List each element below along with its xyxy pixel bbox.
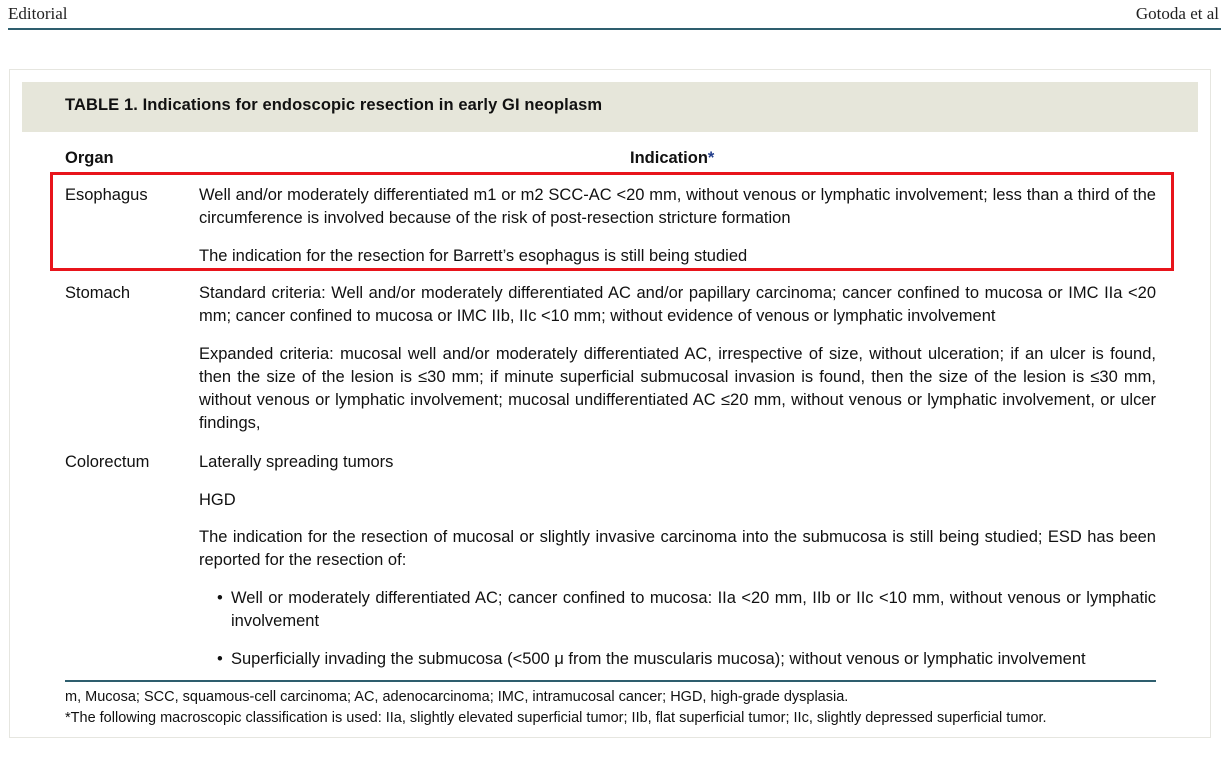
running-head-section: Editorial: [8, 4, 68, 23]
bullet-text: Well or moderately differentiated AC; cancer confined to mucosa: IIa <20 mm, IIb or IIc <10 mm, without venous or lymphatic involvement: [231, 589, 1156, 630]
table-caption: TABLE 1. Indications for endoscopic resection in early GI neoplasm: [65, 96, 603, 114]
highlight-box-esophagus: [50, 172, 1174, 271]
indication-bullet: [217, 648, 1156, 671]
bullet-text: Superficially invading the submucosa (<500 μ from the muscularis mucosa); without venous or lymphatic involvement: [231, 650, 1086, 668]
indication-paragraph: Well and/or moderately differentiated m1 or m2 SCC-AC <20 mm, without venous or lymphatic involvement; less than a third of the circumference is involved because of the risk of post-resection stricture formation: [199, 186, 1156, 227]
footnote-marker: *: [707, 149, 715, 167]
table-bottom-rule: [65, 680, 1156, 682]
running-head: [8, 2, 1221, 30]
indication-paragraph: Expanded criteria: mucosal well and/or moderately differentiated AC, irrespective of size, without ulceration; if an ulcer is found, then the size of the lesion is ≤30 mm; if minute superficial submucosal invasion is found, then the size of the lesion is ≤30 mm, without venous or lymphatic involvement; mucosal undifferentiated AC ≤20 mm, without venous or lymphatic involvement, or ulcer findings,: [199, 345, 1156, 432]
classification-footnote: *The following macroscopic classification is used: IIa, slightly elevated superficial tumor; IIb, flat superficial tumor; IIc, slightly depressed superficial tumor.: [65, 710, 1047, 726]
indication-paragraph: HGD: [199, 491, 236, 509]
column-header-indication-label: Indication: [630, 149, 708, 167]
running-head-authors: Gotoda et al: [1135, 4, 1219, 23]
table-caption-bar: [22, 82, 1198, 132]
row-organ-stomach: Stomach: [65, 284, 131, 302]
row-organ-esophagus: Esophagus: [65, 186, 148, 204]
column-header-indication: [630, 149, 714, 168]
bullet-marker: •: [217, 589, 223, 607]
indication-paragraph: Laterally spreading tumors: [199, 453, 394, 471]
row-organ-colorectum: Colorectum: [65, 453, 150, 471]
table-panel: [9, 69, 1211, 738]
bullet-marker: •: [217, 650, 223, 668]
indication-bullet: [217, 587, 1156, 633]
column-header-organ: Organ: [65, 149, 114, 167]
indication-paragraph: The indication for the resection of mucosal or slightly invasive carcinoma into the submucosa is still being studied; ESD has been reported for the resection of:: [199, 528, 1156, 569]
indication-paragraph: Standard criteria: Well and/or moderately differentiated AC and/or papillary carcinoma; cancer confined to mucosa or IMC IIa <20 mm; cancer confined to mucosa or IMC IIb, IIc <10 mm; without evidence of venous or lymphatic involvement: [199, 284, 1156, 325]
indication-paragraph: The indication for the resection for Barrett’s esophagus is still being studied: [199, 247, 748, 265]
abbreviation-footnote: m, Mucosa; SCC, squamous-cell carcinoma; AC, adenocarcinoma; IMC, intramucosal cancer; HGD, high-grade dysplasia.: [65, 689, 849, 705]
